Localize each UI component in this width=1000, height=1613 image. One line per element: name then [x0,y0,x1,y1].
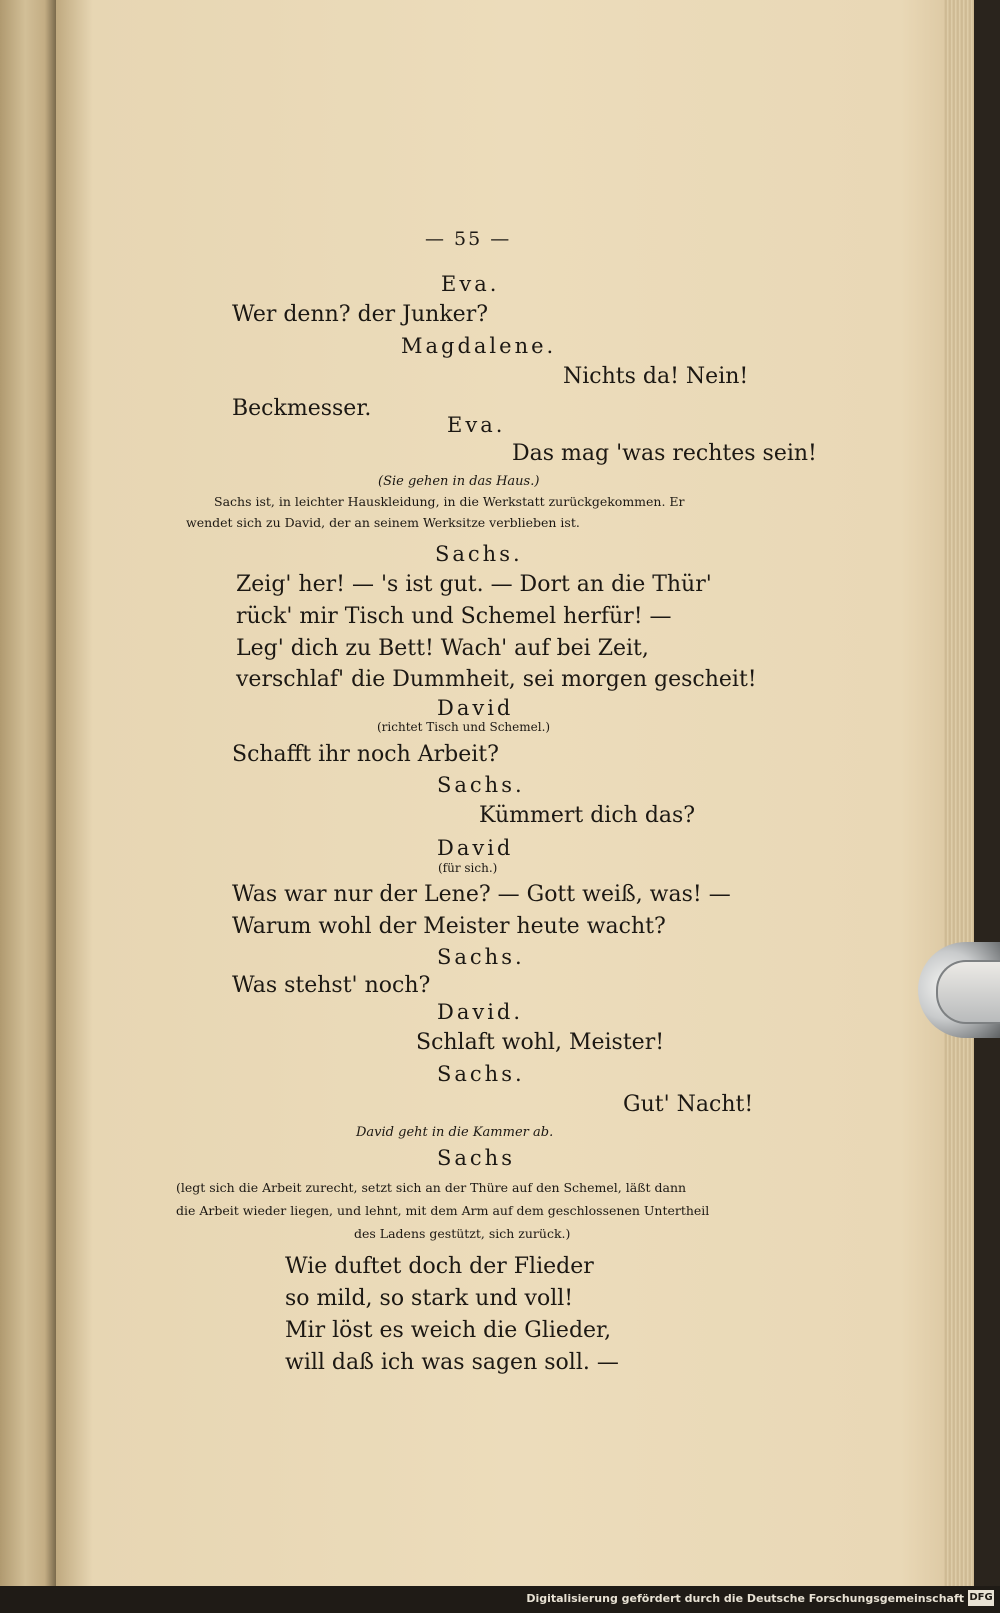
speaker-sachs: Sachs [437,1146,515,1170]
speaker-sachs: Sachs. [437,945,525,969]
verse-line: will daß ich was sagen soll. — [285,1350,619,1375]
verse-line: Was war nur der Lene? — Gott weiß, was! — [232,882,731,907]
verse-line: Leg' dich zu Bett! Wach' auf bei Zeit, [236,636,649,661]
verse-line: verschlaf' die Dummheit, sei morgen gescheit! [236,667,757,692]
verse-line: Das mag 'was rechtes sein! [512,441,817,466]
stage-direction: (richtet Tisch und Schemel.) [377,720,551,734]
speaker-magdalene: Magdalene. [401,334,557,358]
stage-direction: David geht in die Kammer ab. [356,1125,554,1140]
speaker-eva: Eva. [441,272,500,296]
speaker-sachs: Sachs. [437,773,525,797]
verse-line: Kümmert dich das? [479,803,696,828]
verse-line: Zeig' her! — 's ist gut. — Dort an die Thür' [236,572,712,597]
stage-direction: des Ladens gestützt, sich zurück.) [354,1226,571,1241]
stage-direction: (Sie gehen in das Haus.) [378,474,540,489]
verse-line: Wie duftet doch der Flieder [285,1254,594,1279]
stage-direction: (legt sich die Arbeit zurecht, setzt sich an der Thüre auf den Schemel, läßt dann [176,1180,687,1195]
speaker-david: David [437,836,514,860]
stage-direction: (für sich.) [438,861,498,875]
page-stack-edge [944,0,974,1586]
verse-line: Mir löst es weich die Glieder, [285,1318,612,1343]
verse-line: so mild, so stark und voll! [285,1286,574,1311]
left-page-edge [0,0,56,1613]
page-number: — 55 — [425,228,512,250]
page-clip-loop [936,960,1000,1024]
verse-line: Warum wohl der Meister heute wacht? [232,914,666,939]
verse-line: Was stehst' noch? [232,973,431,998]
speaker-david: David [437,696,514,720]
speaker-eva: Eva. [447,413,506,437]
stage-direction: wendet sich zu David, der an seinem Werksitze verblieben ist. [186,515,580,530]
dfg-logo: DFG [968,1590,994,1606]
verse-line: Gut' Nacht! [623,1092,754,1117]
speaker-sachs: Sachs. [435,542,523,566]
verse-line: Schafft ihr noch Arbeit? [232,742,499,767]
verse-line: rück' mir Tisch und Schemel herfür! — [236,604,672,629]
verse-line: Schlaft wohl, Meister! [416,1030,665,1055]
speaker-sachs: Sachs. [437,1062,525,1086]
stage-direction: Sachs ist, in leichter Hauskleidung, in die Werkstatt zurückgekommen. Er [214,494,685,509]
stage-direction: die Arbeit wieder liegen, und lehnt, mit dem Arm auf dem geschlossenen Untertheil [176,1203,710,1218]
verse-line: Nichts da! Nein! [563,364,749,389]
verse-line: Beckmesser. [232,396,372,421]
verse-line: Wer denn? der Junker? [232,302,489,327]
funding-credit: Digitalisierung gefördert durch die Deutsche Forschungsgemeinschaft [526,1592,964,1605]
speaker-david: David. [437,1000,524,1024]
